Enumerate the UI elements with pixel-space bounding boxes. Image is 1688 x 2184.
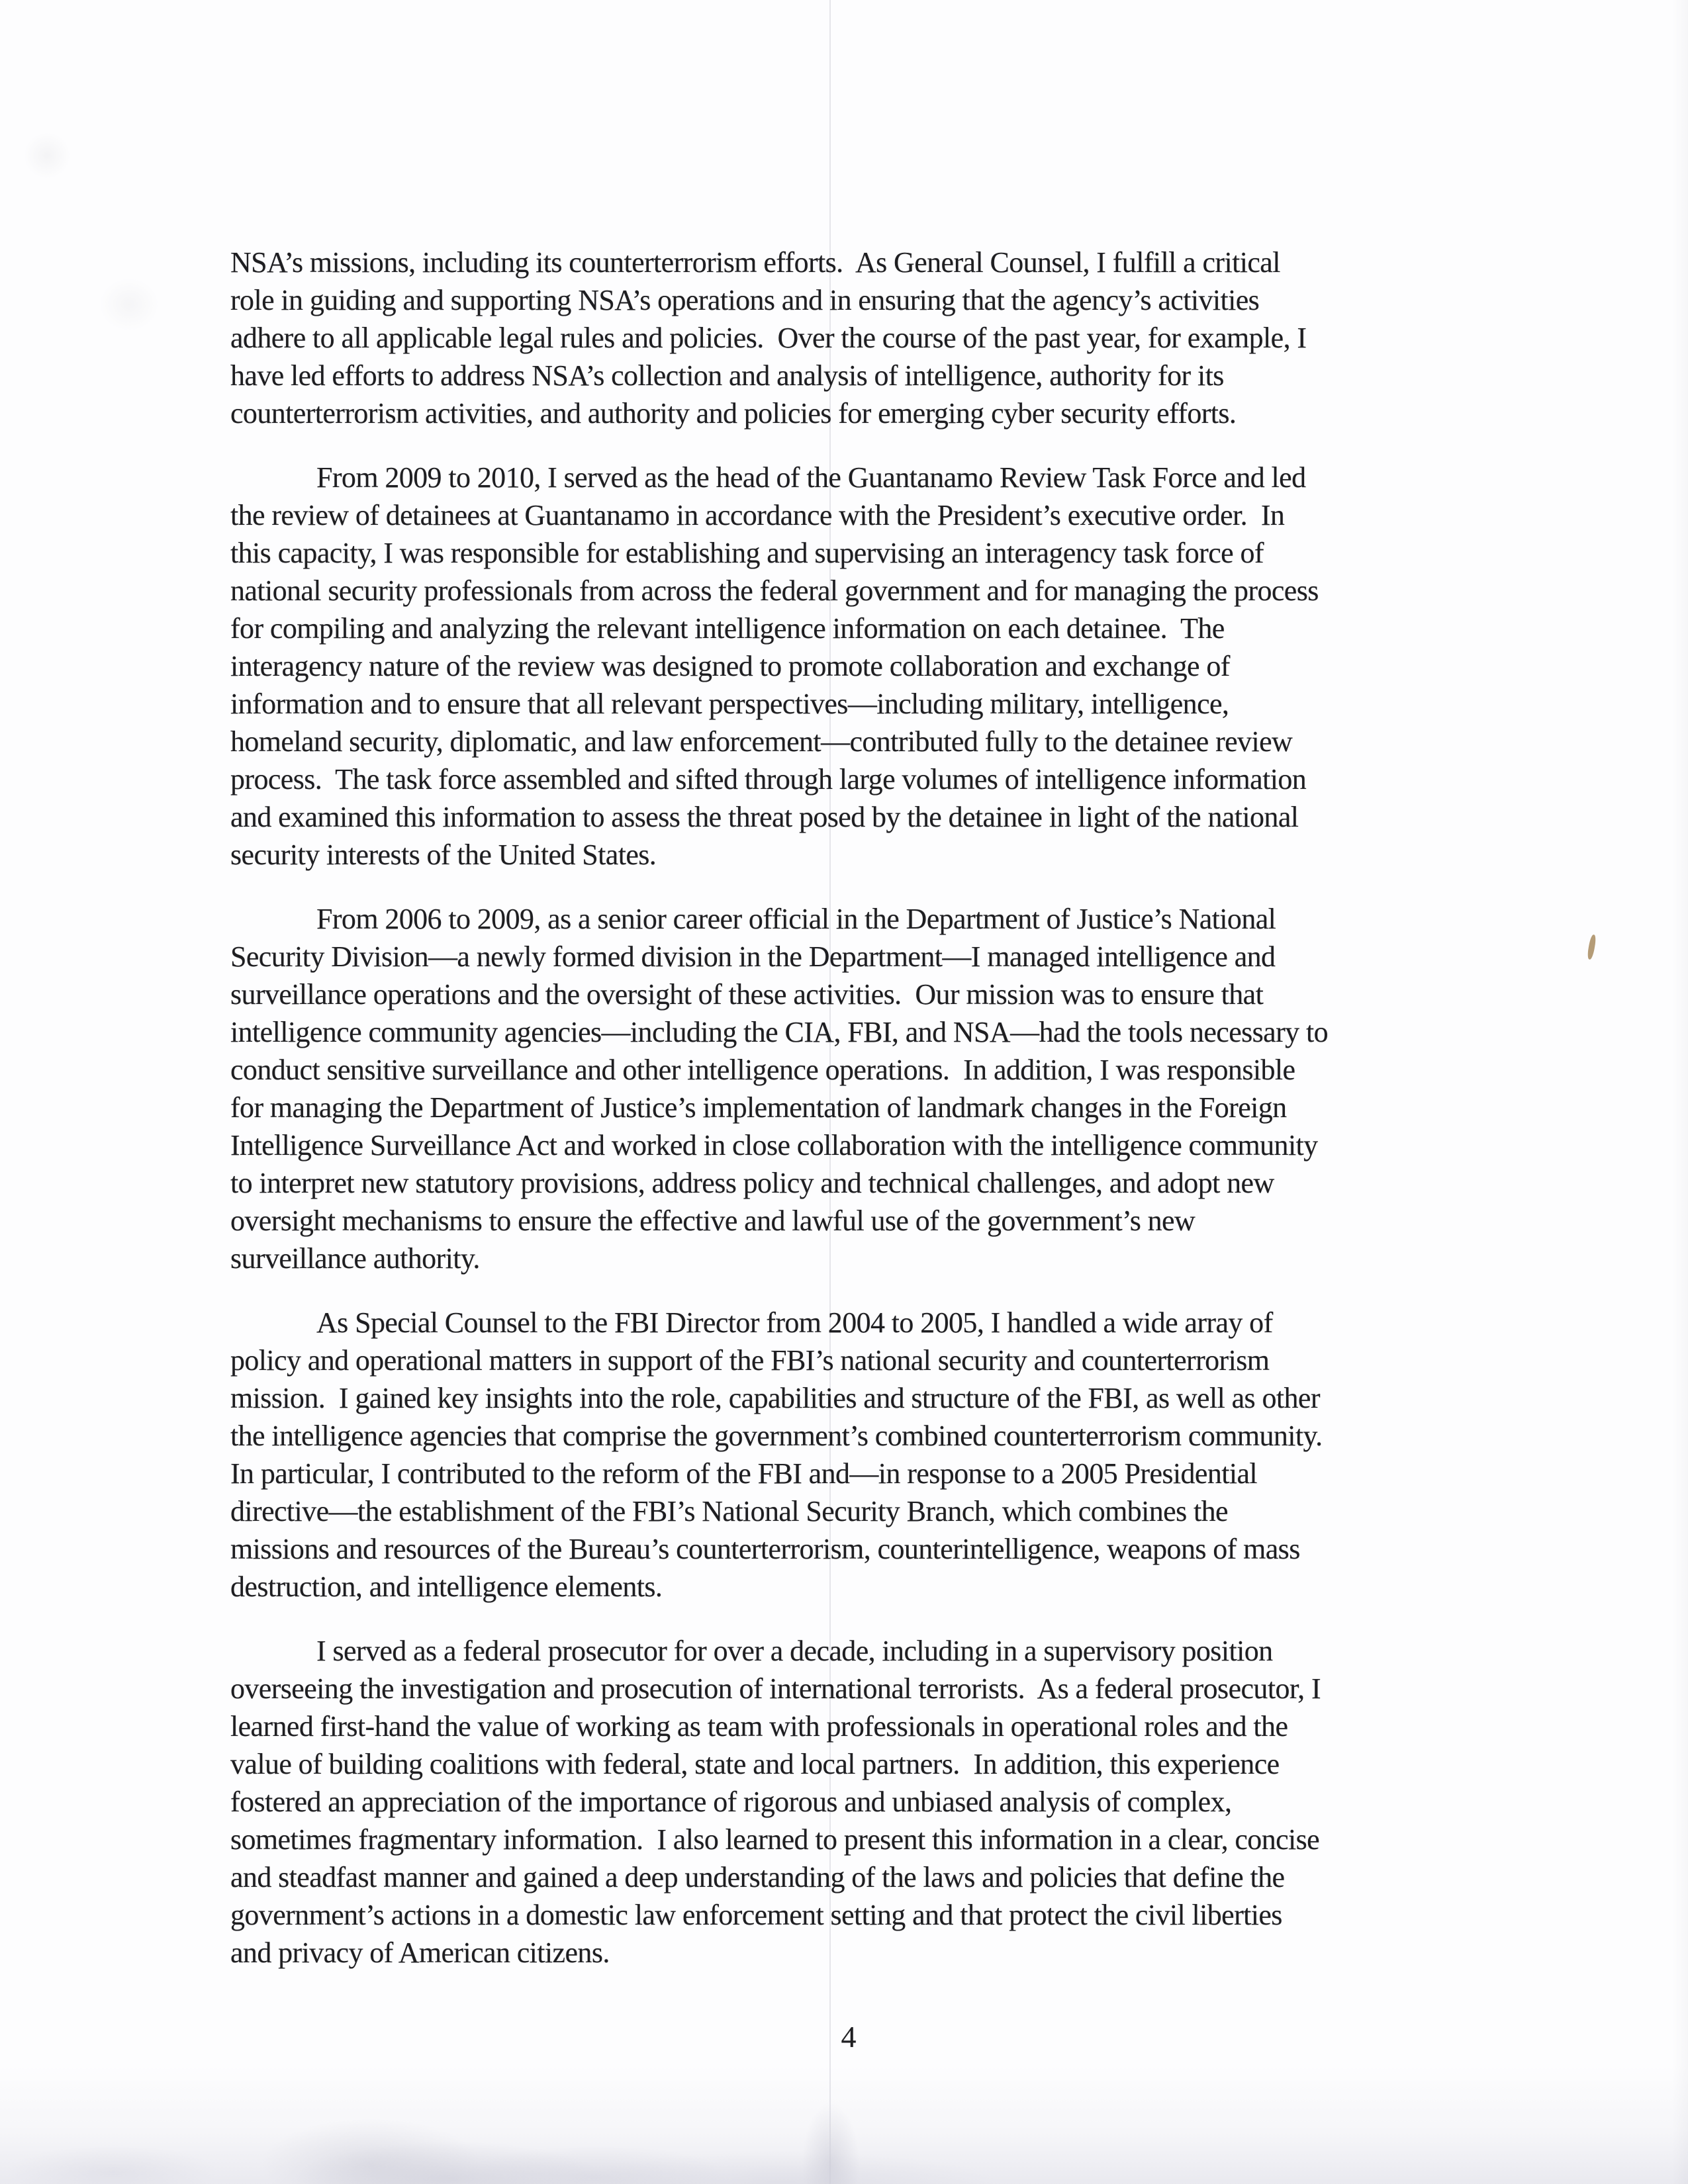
text-line: From 2009 to 2010, I served as the head of the Guantanamo Review Task Force and led xyxy=(316,461,1306,494)
text-line: conduct sensitive surveillance and other intelligence operations. In addition, I was responsible xyxy=(230,1054,1295,1086)
text-line: counterterrorism activities, and authority and policies for emerging cyber security efforts. xyxy=(230,397,1237,430)
text-line: missions and resources of the Bureau’s counterterrorism, counterintelligence, weapons of mass xyxy=(230,1533,1300,1565)
text-line: role in guiding and supporting NSA’s operations and in ensuring that the agency’s activities xyxy=(230,284,1260,316)
paragraph xyxy=(230,1632,1521,1972)
text-line: fostered an appreciation of the importance of rigorous and unbiased analysis of complex, xyxy=(230,1786,1232,1818)
text-line: learned first-hand the value of working as team with professionals in operational roles and the xyxy=(230,1710,1288,1743)
text-line: surveillance operations and the oversight of these activities. Our mission was to ensure that xyxy=(230,978,1264,1011)
text-line: oversight mechanisms to ensure the effective and lawful use of the government’s new xyxy=(230,1205,1196,1237)
paragraph xyxy=(230,244,1521,432)
text-line: destruction, and intelligence elements. xyxy=(230,1570,663,1603)
text-line: Security Division—a newly formed division in the Department—I managed intelligence and xyxy=(230,940,1276,973)
text-line: intelligence community agencies—including the CIA, FBI, and NSA—had the tools necessary to xyxy=(230,1016,1328,1048)
text-line: the review of detainees at Guantanamo in accordance with the President’s executive order. In xyxy=(230,499,1285,531)
text-line: information and to ensure that all relevant perspectives—including military, intelligence, xyxy=(230,688,1229,720)
text-line: overseeing the investigation and prosecution of international terrorists. As a federal prosecutor, I xyxy=(230,1672,1321,1705)
text-line: In particular, I contributed to the reform of the FBI and—in response to a 2005 Presidential xyxy=(230,1457,1258,1490)
scan-smudge xyxy=(99,278,159,331)
text-line: for compiling and analyzing the relevant intelligence information on each detainee. The xyxy=(230,612,1225,645)
text-line: national security professionals from across the federal government and for managing the process xyxy=(230,574,1319,607)
text-line: policy and operational matters in support of the FBI’s national security and counterterrorism xyxy=(230,1344,1270,1377)
text-line: this capacity, I was responsible for establishing and supervising an interagency task force of xyxy=(230,537,1264,569)
text-line: and steadfast manner and gained a deep understanding of the laws and policies that define the xyxy=(230,1861,1285,1893)
text-line: and examined this information to assess the threat posed by the detainee in light of the national xyxy=(230,801,1299,833)
text-line: security interests of the United States. xyxy=(230,839,657,871)
text-line: mission. I gained key insights into the role, capabilities and structure of the FBI, as well as other xyxy=(230,1382,1320,1414)
text-line: From 2006 to 2009, as a senior career official in the Department of Justice’s National xyxy=(316,903,1276,935)
scan-smudge xyxy=(24,132,70,179)
paragraph xyxy=(230,1304,1521,1606)
text-line: and privacy of American citizens. xyxy=(230,1936,610,1969)
document-text xyxy=(230,244,1521,1972)
text-line: interagency nature of the review was designed to promote collaboration and exchange of xyxy=(230,650,1230,682)
text-line: I served as a federal prosecutor for over a decade, including in a supervisory position xyxy=(316,1635,1273,1667)
paragraph xyxy=(230,900,1521,1277)
text-line: homeland security, diplomatic, and law enforcement—contributed fully to the detainee review xyxy=(230,725,1293,758)
text-line: As Special Counsel to the FBI Director from 2004 to 2005, I handled a wide array of xyxy=(316,1306,1273,1339)
text-line: have led efforts to address NSA’s collection and analysis of intelligence, authority for its xyxy=(230,359,1224,392)
text-line: government’s actions in a domestic law enforcement setting and that protect the civil liberties xyxy=(230,1899,1282,1931)
text-line: surveillance authority. xyxy=(230,1242,480,1275)
paragraph xyxy=(230,459,1521,874)
text-line: process. The task force assembled and sifted through large volumes of intelligence information xyxy=(230,763,1307,796)
text-line: sometimes fragmentary information. I also learned to present this information in a clear, concise xyxy=(230,1823,1320,1856)
text-line: for managing the Department of Justice’s implementation of landmark changes in the Foreign xyxy=(230,1091,1287,1124)
text-line: Intelligence Surveillance Act and worked in close collaboration with the intelligence community xyxy=(230,1129,1318,1161)
scan-right-edge-shade xyxy=(1672,0,1688,2184)
text-line: directive—the establishment of the FBI’s National Security Branch, which combines the xyxy=(230,1495,1228,1527)
page-number: 4 xyxy=(841,2020,857,2054)
text-line: to interpret new statutory provisions, address policy and technical challenges, and adopt new xyxy=(230,1167,1274,1199)
scan-bottom-shade xyxy=(0,2065,1688,2184)
text-line: the intelligence agencies that comprise the government’s combined counterterrorism community. xyxy=(230,1420,1323,1452)
text-line: value of building coalitions with federal, state and local partners. In addition, this experience xyxy=(230,1748,1280,1780)
text-line: adhere to all applicable legal rules and policies. Over the course of the past year, for example, I xyxy=(230,322,1307,354)
scan-speck xyxy=(1587,934,1597,960)
text-line: NSA’s missions, including its counterterrorism efforts. As General Counsel, I fulfill a critical xyxy=(230,246,1280,279)
